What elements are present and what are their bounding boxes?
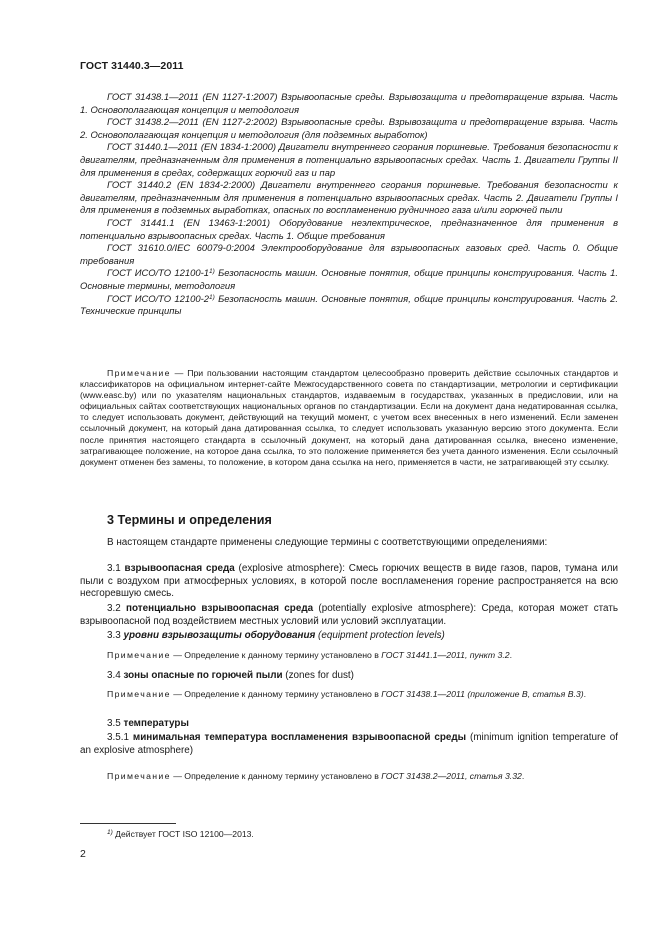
footnote-mark: 1): [107, 829, 113, 836]
reference-designation: ГОСТ ИСО/ТО 12100-1: [107, 268, 209, 280]
normative-references-list: [80, 92, 618, 319]
note-label: Примечание: [107, 650, 171, 660]
reference-item: ГОСТ 31441.1 (EN 13463-1:2001) Оборудование неэлектрическое, предназначенное для применения в потенциально взрывоопасных средах. Часть 1. Общие требования: [80, 217, 618, 242]
term-3-3: [80, 630, 618, 643]
reference-item: ГОСТ 31438.1—2011 (EN 1127-1:2007) Взрывоопасные среды. Взрывозащита и предотвращение взрыва. Часть 1. Основополагающая концепция и методология: [80, 92, 618, 116]
term-name: взрывоопасная среда: [124, 563, 235, 574]
reference-item: ГОСТ 31440.2 (EN 1834-2:2000) Двигатели внутреннего сгорания поршневые. Требования безопасности к двигателям, предназначенным для применения в потенциально взрывоопасных средах. Часть 2. Двигатели Группы I для применения в подземных выработках, опасных по воспламенению рудничного газа и/или горючей пыли: [80, 180, 618, 217]
term-english: (equipment protection levels): [315, 630, 445, 641]
references-note: [80, 368, 618, 468]
note-text: — При пользовании настоящим стандартом целесообразно проверить действие ссылочных стандартов и классификаторов на официальном интернет-сайте Межгосударственного совета по стандартизации, метрологии и сертификации (www.easc.by) или по указателям национальных стандартов, издаваемым в государствах, указанных в предисловии, или на официальных сайтах соответствующих национальных органов по стандартизации. Если на документ дана недатированная ссылка, то следует использовать документ, действующий на текущий момент, с учетом всех внесенных в него изменений. Если заменен ссылочный документ, на который дана датированная ссылка, то следует использовать указанную версию этого документа. Если после принятия настоящего стандарта в ссылочный документ, на который дана датированная ссылка, внесено изменение, затрагивающее положение, на которое дана ссылка, то это положение применяется без учета данного изменения. Если ссылочный документ отменен без замены, то положение, в котором дана ссылка на него, применяется в части, не затрагивающей эту ссылку.: [80, 368, 618, 467]
note-paragraph: [80, 368, 618, 468]
term-3-5-1: [80, 732, 618, 757]
reference-item: ГОСТ 31610.0/IEC 60079-0:2004 Электрооборудование для взрывоопасных газовых сред. Часть 0. Общие требования: [80, 243, 618, 267]
note-end: .: [509, 650, 513, 660]
section-intro: [80, 537, 618, 550]
term-name: потенциально взрывоопасная среда: [126, 603, 314, 614]
term-3-2: [80, 603, 618, 628]
term-3-3-note: [80, 650, 618, 661]
term-number: 3.4: [107, 670, 124, 681]
note-text: — Определение к данному термину установлено в: [170, 771, 382, 781]
term-definition: (explosive atmosphere): Смесь горючих веществ в виде газов, паров, тумана или пыли с воздухом при атмосферных условиях, в которой после воспламенения горение распространяется на всю несгоревшую смесь.: [80, 563, 618, 600]
reference-title: Безопасность машин. Основные понятия, общие принципы конструирования. Часть 1. Основные термины, методология: [80, 268, 618, 292]
term-definition: (potentially explosive atmosphere): Среда, которая может стать взрывоопасной под воздействием местных условий или условий эксплуатации.: [80, 603, 618, 627]
note-reference: ГОСТ 31438.1—2011 (приложение В, статья В.3): [381, 689, 584, 699]
reference-item: ГОСТ 31438.2—2011 (EN 1127-2:2002) Взрывоопасные среды. Взрывозащита и предотвращение взрыва. Часть 2. Основополагающая концепция и методология (для подземных выработок): [80, 117, 618, 141]
term-name: минимальная температура воспламенения взрывоопасной среды: [132, 732, 467, 743]
term-3-5: [80, 718, 618, 731]
section-heading: 3 Термины и определения: [107, 513, 272, 527]
reference-item: [80, 268, 618, 293]
intro-paragraph: В настоящем стандарте применены следующие термины с соответствующими определениями:: [107, 537, 548, 548]
page-number: 2: [80, 848, 86, 860]
footnote-text: Действует ГОСТ ISO 12100—2013.: [112, 829, 254, 839]
note-label: Примечание: [107, 771, 171, 781]
note-reference: ГОСТ 31438.2—2011, статья 3.32: [381, 771, 522, 781]
footnote: [107, 829, 254, 840]
term-3-5-1-note: [80, 771, 618, 782]
term-number: 3.2: [107, 603, 127, 614]
note-text: — Определение к данному термину установлено в: [170, 689, 382, 699]
note-label: Примечание: [107, 368, 171, 378]
note-end: .: [583, 689, 587, 699]
term-number: 3.5.1: [107, 732, 133, 743]
reference-title: Безопасность машин. Основные понятия, общие принципы конструирования. Часть 2. Технические принципы: [80, 293, 618, 318]
term-name: уровни взрывозащиты оборудования: [123, 630, 316, 641]
footnote-mark: 1): [209, 293, 215, 301]
note-end: .: [521, 771, 525, 781]
term-name: температуры: [123, 718, 189, 729]
note-text: — Определение к данному термину установлено в: [170, 650, 382, 660]
reference-item: ГОСТ 31440.1—2011 (EN 1834-1:2000) Двигатели внутреннего сгорания поршневые. Требования безопасности к двигателям, предназначенным для применения в потенциально взрывоопасных средах. Часть 1. Двигатели Группы II для применения в средах, содержащих горючий газ и пар: [80, 142, 618, 179]
term-3-1: [80, 563, 618, 601]
term-number: 3.5: [107, 718, 124, 729]
note-reference: ГОСТ 31441.1—2011, пункт 3.2: [381, 650, 510, 660]
term-number: 3.3: [107, 630, 124, 641]
term-english: (zones for dust): [282, 670, 354, 681]
term-name: зоны опасные по горючей пыли: [123, 670, 283, 681]
footnote-divider: [80, 823, 176, 824]
note-label: Примечание: [107, 689, 171, 699]
term-english: (minimum ignition temperature of an explosive atmosphere): [80, 732, 618, 756]
footnote-mark: 1): [209, 268, 215, 276]
term-3-4: [80, 670, 618, 683]
page-header: ГОСТ 31440.3—2011: [80, 60, 184, 72]
term-3-4-note: [80, 689, 618, 700]
reference-designation: ГОСТ ИСО/ТО 12100-2: [107, 293, 209, 305]
reference-item: [80, 294, 618, 319]
term-number: 3.1: [107, 563, 125, 574]
